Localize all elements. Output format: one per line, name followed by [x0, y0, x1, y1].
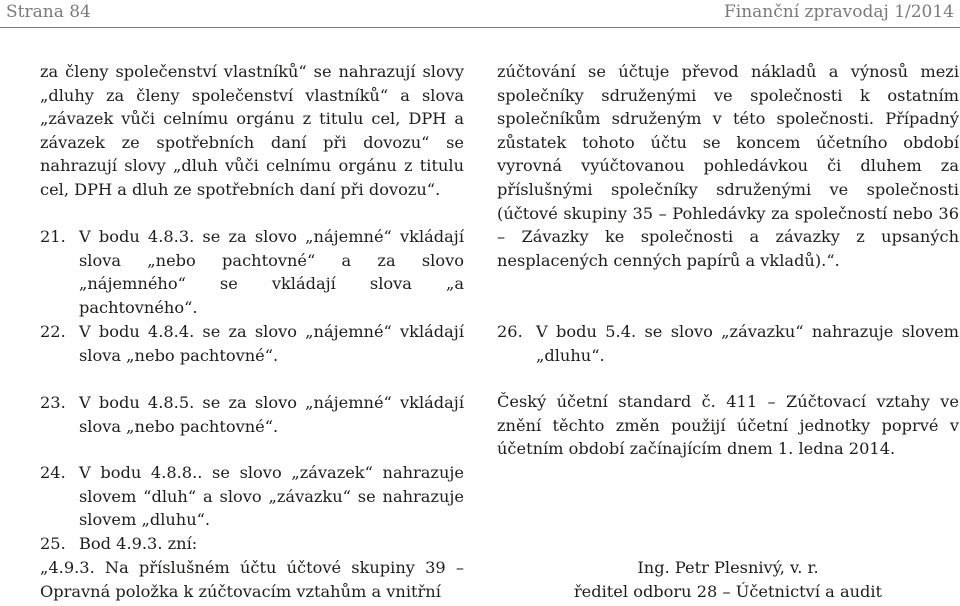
item-text: V bodu 4.8.3. se za slovo „nájemné“ vkládají slova „nebo pachtovné“ a za slovo „nájemného“ se vkládají slova „a pachtovného“.: [79, 227, 464, 317]
item-text: V bodu 4.8.8.. se slovo „závazek“ nahrazuje slovem “dluh“ a slovo „závazku“ se nahrazuje slovem „dluhu“.: [79, 463, 464, 530]
closing-paragraph: Český účetní standard č. 411 – Zúčtovací vztahy ve znění těchto změn použijí účetní jednotky poprvé v účetním období začínajícím dnem 1. ledna 2014.: [497, 392, 959, 459]
item-number: 26.: [497, 322, 523, 341]
list-item-26: [497, 320, 959, 367]
intro-paragraph: za členy společenství vlastníků“ se nahrazují slovy „dluhy za členy společenství vlastníků“ a slova „závazek vůči celnímu orgánu z titulu cel, DPH a závazek ze spotřebních daní při dovozu“ se nahrazují slovy „dluh vůči celnímu orgánu z titulu cel, DPH a dluh ze spotřebních daní při dovozu“.: [40, 62, 464, 199]
publication-title: Finanční zpravodaj 1/2014: [723, 2, 954, 22]
item-number: 24.: [40, 463, 66, 482]
list-item-23: [40, 391, 464, 438]
list-item-21: [40, 225, 464, 319]
item-text: V bodu 5.4. se slovo „závazku“ nahrazuje slovem „dluhu“.: [536, 322, 959, 365]
signature-block: [497, 556, 959, 603]
item-number: 22.: [40, 322, 66, 341]
item-text: Bod 4.9.3. zní:: [79, 534, 198, 553]
list-item-25: [40, 532, 464, 556]
continuation-paragraph: zúčtování se účtuje převod nákladů a výnosů mezi společníky sdruženými ve společnosti k ostatním společníkům sdruženým v této společnosti. Případný zůstatek tohoto účtu se koncem účetního období vyrovná vyúčtovanou pohledávkou či dluhem za příslušnými společníky sdruženými ve společnosti (účtové skupiny 35 – Pohledávky za společností nebo 36 – Závazky ke společnosti a závazky z upsaných nesplacených cenných papírů a vkladů).“.: [497, 62, 959, 270]
item-number: 21.: [40, 227, 66, 246]
signature-role: ředitel odboru 28 – Účetnictví a audit: [573, 581, 883, 601]
header-divider: [0, 27, 960, 28]
item-number: 25.: [40, 534, 66, 553]
page-number: Strana 84: [6, 2, 91, 22]
signature-name: Ing. Petr Plesnivý, v. r.: [637, 558, 819, 577]
item-number: 23.: [40, 393, 66, 412]
quoted-paragraph: „4.9.3. Na příslušném účtu účtové skupiny 39 – Opravná položka k zúčtovacím vztahům a vnitřní: [40, 558, 464, 601]
page-header: [0, 0, 960, 40]
list-item-22: [40, 320, 464, 367]
item-text: V bodu 4.8.4. se za slovo „nájemné“ vkládají slova „nebo pachtovné“.: [79, 322, 464, 365]
list-item-24: [40, 461, 464, 532]
item-text: V bodu 4.8.5. se za slovo „nájemné“ vkládají slova „nebo pachtovné“.: [79, 393, 464, 436]
